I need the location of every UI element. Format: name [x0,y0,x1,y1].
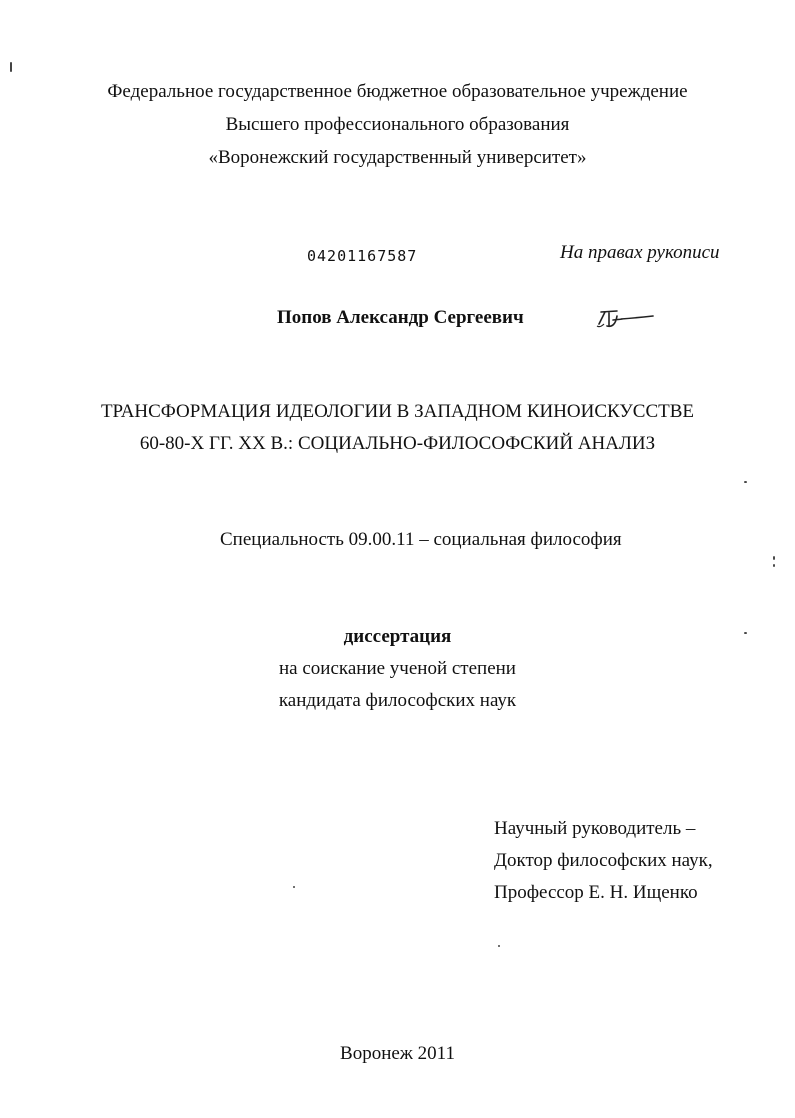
manuscript-rights: На правах рукописи [560,242,720,263]
scan-speck [498,945,500,947]
scan-speck [744,481,747,483]
scan-speck [744,632,747,634]
catalog-number: 04201167587 [307,247,418,265]
institution-line-3: «Воронежский государственный университет» [208,147,587,168]
supervisor-line-3: Профессор Е. Н. Ищенко [494,882,698,903]
city-year: Воронеж 2011 [340,1043,455,1064]
scan-speck [293,886,295,888]
title-line-2: 60-80-Х ГГ. XX В.: СОЦИАЛЬНО-ФИЛОСОФСКИЙ АНАЛИЗ [139,433,656,454]
degree-type: диссертация [343,626,452,647]
title-line-1: ТРАНСФОРМАЦИЯ ИДЕОЛОГИИ В ЗАПАДНОМ КИНОИСКУССТВЕ [100,401,695,422]
scan-speck [773,564,775,567]
institution-line-1: Федеральное государственное бюджетное образовательное учреждение [107,81,688,102]
scan-speck [773,556,775,560]
scan-speck [10,62,12,72]
degree-line-3: кандидата философских наук [278,690,517,711]
degree-line-2: на соискание ученой степени [279,658,516,679]
supervisor-line-1: Научный руководитель – [494,818,696,839]
author-name: Попов Александр Сергеевич [277,307,524,328]
specialty: Специальность 09.00.11 – социальная философия [220,529,622,550]
supervisor-line-2: Доктор философских наук, [494,850,713,871]
signature-image [595,302,657,332]
institution-line-2: Высшего профессионального образования [225,114,570,135]
